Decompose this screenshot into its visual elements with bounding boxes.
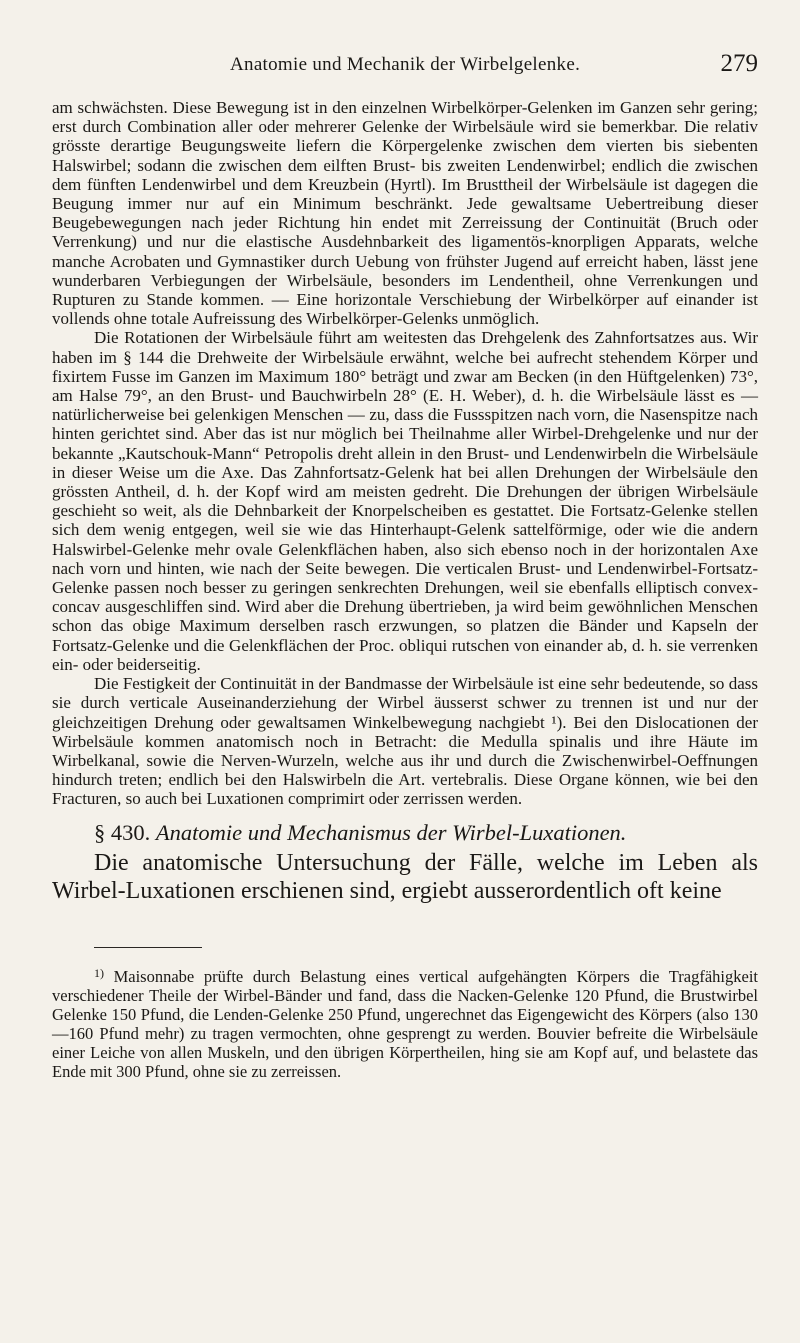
section-heading: [52, 819, 758, 847]
paragraph: am schwächsten. Diese Bewegung ist in den einzelnen Wirbelkörper-Gelenken im Ganzen sehr gering; erst durch Combination aller oder mehrerer Gelenke der Wirbelsäule wird sie bemerkbar. Die relativ grösste derartige Beugungsweite liefern die Körpergelenke zwischen dem vierten bis siebenten Halswirbel; sodann die zwischen dem eilften Brust- bis zweiten Lendenwirbel; endlich die zwischen dem fünften Lendenwirbel und dem Kreuzbein (Hyrtl). Im Brusttheil der Wirbelsäule ist dagegen die Beugung immer nur auf ein Minimum beschränkt. Jede gewaltsame Uebertreibung dieser Beugebewegungen nach jeder Richtung hin endet mit Zerreissung der Continuität (Bruch oder Verrenkung) und nur die elastische Ausdehnbarkeit des ligamentös-knorpligen Apparats, welche manche Acrobaten und Gymnastiker durch Uebung von frühster Jugend auf erreicht haben, lässt jene wunderbaren Verbiegungen der Wirbelsäule, besonders im Lendentheil, ohne Verrenkungen und Rupturen zu Stande kommen. — Eine horizontale Verschiebung der Wirbelkörper auf einander ist vollends ohne totale Aufreissung des Wirbelkörper-Gelenks unmöglich.: [52, 98, 758, 329]
footnote-marker: 1): [94, 965, 104, 980]
footnote-divider: [94, 947, 202, 948]
body-text: [52, 98, 758, 809]
section-title: Anatomie und Mechanismus der Wirbel-Luxationen.: [155, 819, 627, 845]
paragraph: Die Rotationen der Wirbelsäule führt am weitesten das Drehgelenk des Zahnfortsatzes aus. Wir haben im § 144 die Drehweite der Wirbelsäule erwähnt, welche bei aufrecht stehendem Körper und fixirtem Fusse im Ganzen im Maximum 180° beträgt und zwar am Becken (in den Hüftgelenken) 73°, am Halse 79°, an den Brust- und Bauchwirbeln 28° (E. H. Weber), d. h. die Wirbelsäule lässt es — natürlicherweise bei gelenkigen Menschen — zu, dass die Fussspitzen nach vorn, die Nasenspitze nach hinten gerichtet sind. Aber das ist nur möglich bei Theilnahme aller Wirbel-Drehgelenke und nur der bekannte „Kautschouk-Mann“ Petropolis dreht allein in den Brust- und Lendenwirbeln die Wirbelsäule in dieser Weise um die Axe. Das Zahnfortsatz-Gelenk hat bei allen Drehungen der Wirbelsäule den grössten Antheil, d. h. der Kopf wird am meisten gedreht. Die Drehungen der übrigen Wirbelsäule geschieht so weit, als die Dehnbarkeit der Knorpelscheiben es gestattet. Die Fortsatz-Gelenke stellen sich dem wenig entgegen, weil sie wie das Hinterhaupt-Gelenk sattelförmige, oder wie die andern Halswirbel-Gelenke mehr ovale Gelenkflächen haben, also sich ebenso noch in der horizontalen Axe nach vorn und hinten, wie nach der Seite bewegen. Die verticalen Brust- und Lendenwirbel-Fortsatz-Gelenke passen noch besser zu geringen senkrechten Drehungen, weil sie ebenfalls elliptisch convex-concav ausgeschliffen sind. Wird aber die Drehung übertrieben, ja wird beim gewöhnlichen Menschen schon das obige Maximum derselben rasch erzwungen, so platzen die Bänder und Kapseln der Fortsatz-Gelenke und die Gelenkflächen der Proc. obliqui rutschen von einander ab, d. h. sie verrenken ein- oder beiderseitig.: [52, 328, 758, 674]
page-number: 279: [720, 50, 758, 77]
running-title: Anatomie und Mechanik der Wirbelgelenke.: [230, 54, 581, 75]
footnote: [52, 964, 758, 1081]
footnote-text: Maisonnabe prüfte durch Belastung eines vertical aufgehängten Körpers die Tragfähigkeit verschiedener Theile der Wirbel-Bänder und fand, dass die Nacken-Gelenke 120 Pfund, die Brustwirbel Gelenke 150 Pfund, die Lenden-Gelenke 250 Pfund, ungerechnet das Eigengewicht des Körpers (also 130—160 Pfund mehr) zu tragen vermochten, ohne gesprengt zu werden. Bouvier befreite die Wirbelsäule einer Leiche von allen Muskeln, und den übrigen Körpertheilen, hing sie am Kopf auf, und belastete das Ende mit 300 Pfund, ohne sie zu zerreissen.: [52, 966, 758, 1081]
paragraph: Die Festigkeit der Continuität in der Bandmasse der Wirbelsäule ist eine sehr bedeutende, so dass sie durch verticale Auseinanderziehung der Wirbel äusserst schwer zu trennen ist und nur der gleichzeitigen Drehung oder gewaltsamen Winkelbewegung nachgiebt ¹). Bei den Dislocationen der Wirbelsäule kommen anatomisch noch in Betracht: die Medulla spinalis und ihre Häute im Wirbelkanal, sowie die Nerven-Wurzeln, welche aus ihr und durch die Zwischenwirbel-Oeffnungen hindurch treten; endlich bei den Halswirbeln die Art. vertebralis. Diese Organe können, wie bei den Fracturen, so auch bei Luxationen comprimirt oder zerrissen werden.: [52, 674, 758, 809]
page-header: [52, 42, 758, 86]
section-number: § 430.: [94, 819, 151, 845]
section-opening-text: Die anatomische Untersuchung der Fälle, welche im Leben als Wirbel-Luxationen erschienen sind, ergiebt ausserordentlich oft keine: [52, 849, 758, 904]
